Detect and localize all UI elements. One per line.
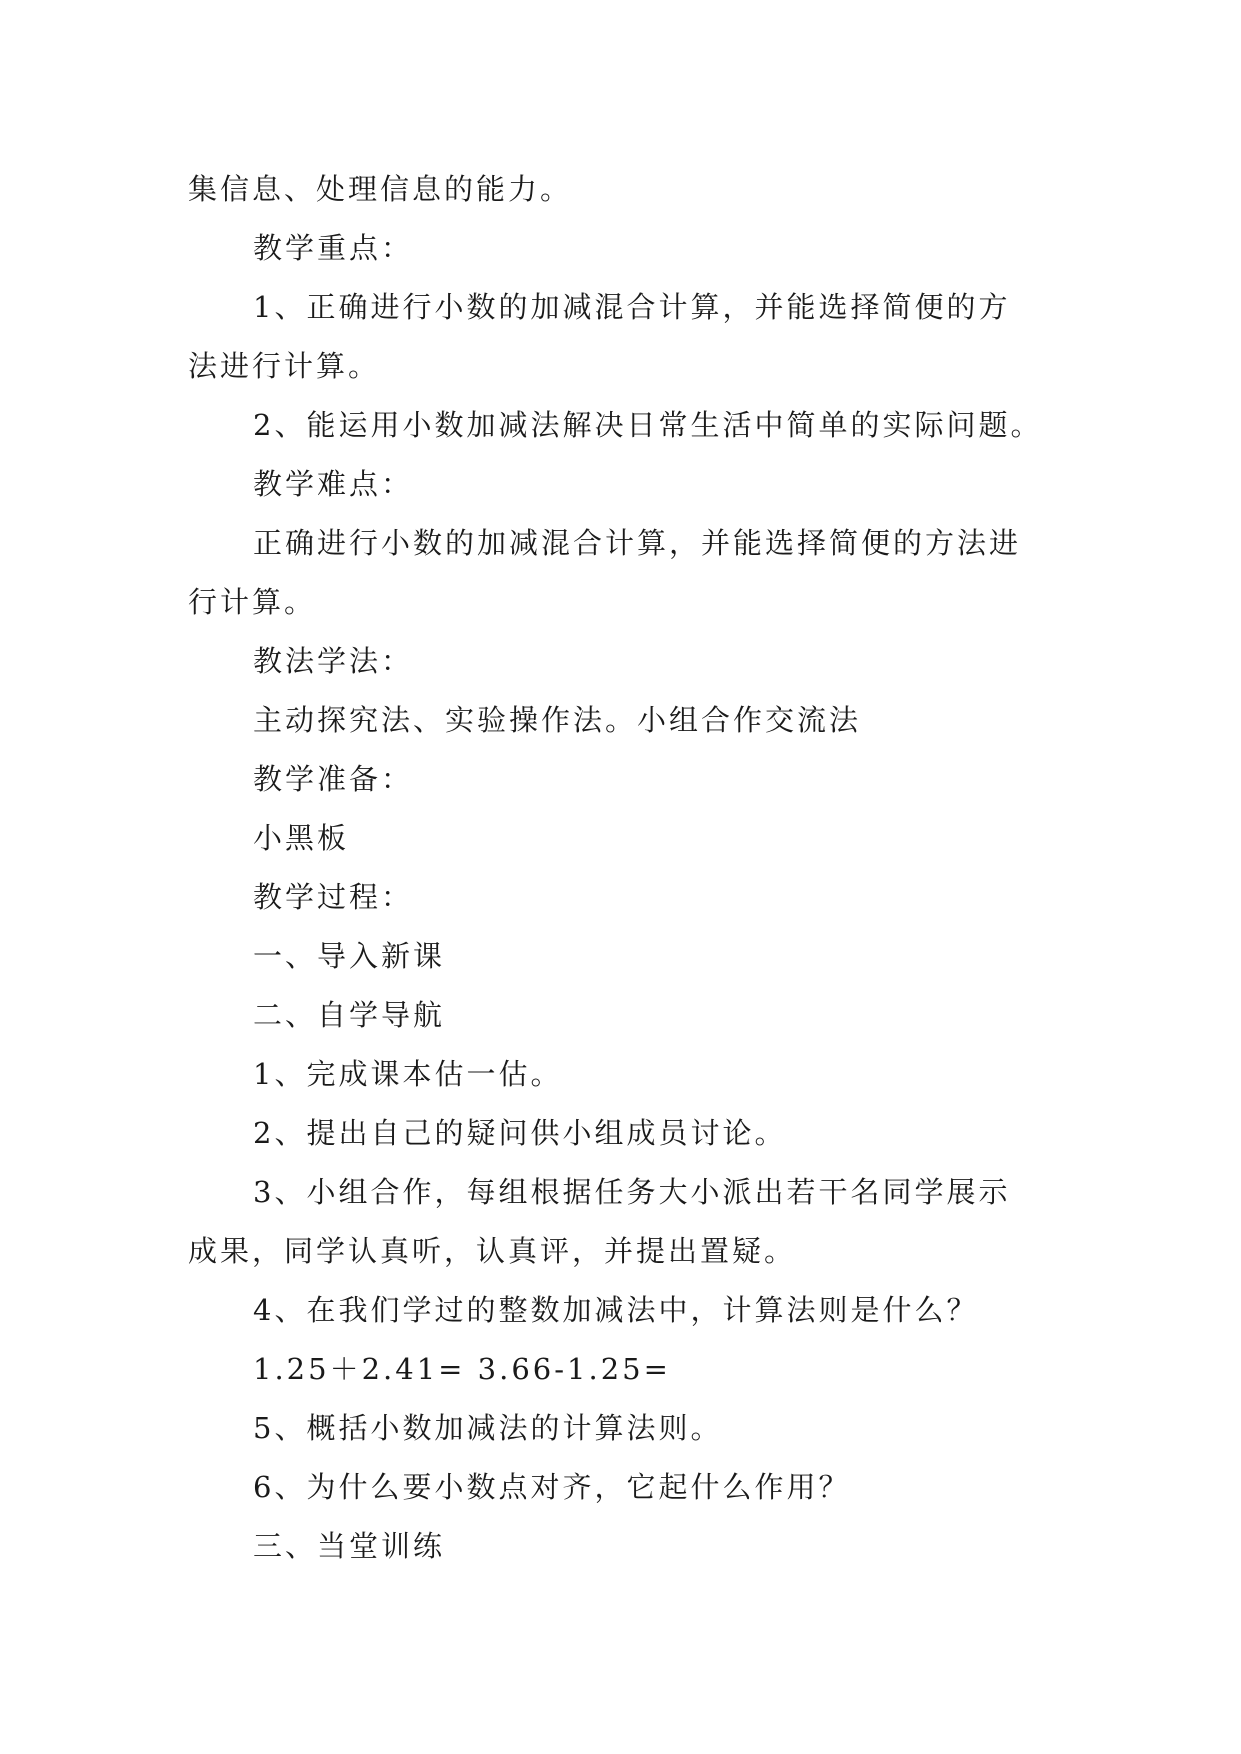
paragraph-line: 1、正确进行小数的加减混合计算，并能选择简便的方 (253, 290, 1011, 324)
process-step-heading: 二、自学导航 (253, 998, 446, 1032)
list-item: 6、为什么要小数点对齐，它起什么作用？ (253, 1470, 851, 1504)
paragraph-line: 主动探究法、实验操作法。小组合作交流法 (253, 703, 862, 737)
paragraph-line: 成果，同学认真听，认真评，并提出置疑。 (188, 1234, 797, 1268)
list-item: 5、概括小数加减法的计算法则。 (253, 1411, 723, 1445)
list-item: 2、提出自己的疑问供小组成员讨论。 (253, 1116, 787, 1150)
list-item: 3、小组合作，每组根据任务大小派出若干名同学展示 (253, 1175, 1011, 1209)
section-heading-preparation: 教学准备： (253, 762, 414, 796)
process-step-heading: 一、导入新课 (253, 939, 446, 973)
paragraph-line: 集信息、处理信息的能力。 (188, 172, 573, 206)
math-expression: 1.25＋2.41= 3.66-1.25= (253, 1352, 671, 1386)
list-item: 4、在我们学过的整数加减法中，计算法则是什么？ (253, 1293, 979, 1327)
section-heading-methods: 教法学法： (253, 644, 414, 678)
process-step-heading: 三、当堂训练 (253, 1529, 446, 1563)
section-heading-focus: 教学重点： (253, 231, 414, 265)
document-body (188, 160, 1068, 1576)
paragraph-line: 正确进行小数的加减混合计算，并能选择简便的方法进 (253, 526, 1022, 560)
section-heading-difficulty: 教学难点： (253, 467, 414, 501)
paragraph-line: 2、能运用小数加减法解决日常生活中简单的实际问题。 (253, 408, 1043, 442)
paragraph-line: 小黑板 (253, 821, 350, 855)
paragraph-line: 法进行计算。 (188, 349, 381, 383)
list-item: 1、完成课本估一估。 (253, 1057, 563, 1091)
section-heading-process: 教学过程： (253, 880, 414, 914)
paragraph-line: 行计算。 (188, 585, 317, 619)
